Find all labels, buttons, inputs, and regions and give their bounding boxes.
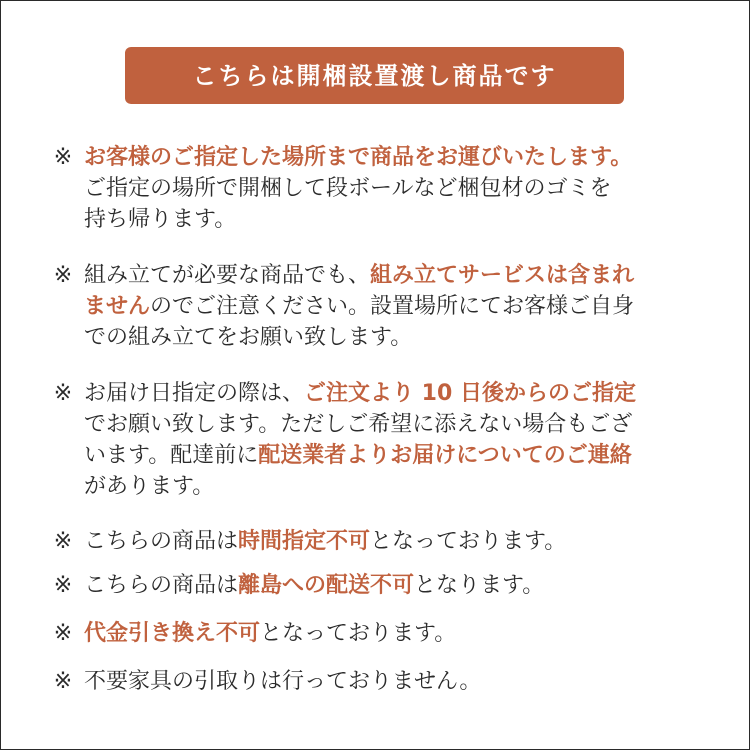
banner-title: こちらは開梱設置渡し商品です	[192, 61, 557, 90]
note-line	[84, 618, 706, 649]
note-text: 持ち帰ります。	[84, 207, 237, 232]
note-line	[84, 378, 706, 409]
note-text: こちらの商品は	[84, 573, 239, 598]
note-body	[84, 666, 706, 697]
note-mark: ※	[53, 669, 73, 694]
note-line	[84, 666, 706, 697]
note-mark: ※	[53, 145, 73, 170]
note-line	[84, 291, 706, 322]
note-text: でお願い致します。ただしご希望に添えない場合もござ	[84, 412, 633, 437]
note-line	[84, 260, 706, 291]
note-line	[84, 409, 706, 440]
note-text: 不要家具の引取りは行っておりません。	[84, 669, 482, 694]
note-text: となります。	[414, 573, 545, 598]
note-mark: ※	[53, 529, 73, 554]
note-line	[84, 440, 706, 471]
note-body	[84, 260, 706, 353]
note-mark: ※	[53, 573, 73, 598]
highlight-text: ご注文より 10 日後からのご指定	[304, 381, 636, 406]
note-text: 組み立てが必要な商品でも、	[84, 263, 371, 288]
highlight-text: 配送業者よりお届けについてのご連絡	[258, 443, 632, 468]
title-banner	[125, 47, 624, 104]
note-body	[84, 378, 706, 502]
note-line	[84, 204, 706, 235]
note-line	[84, 322, 706, 353]
highlight-text: お客様のご指定した場所まで商品をお運びいたします。	[84, 145, 633, 170]
note-mark: ※	[53, 263, 73, 288]
note-text: います。配達前に	[84, 443, 259, 468]
note-text: があります。	[84, 474, 215, 499]
note-text: での組み立てをお願い致します。	[84, 325, 413, 350]
note-line	[84, 471, 706, 502]
note-text: お届け日指定の際は、	[84, 381, 305, 406]
note-line	[84, 570, 706, 601]
note-mark: ※	[53, 381, 73, 406]
highlight-text: 時間指定不可	[238, 529, 371, 554]
highlight-text: 代金引き換え不可	[84, 621, 261, 646]
note-body	[84, 570, 706, 601]
note-body	[84, 526, 706, 557]
note-body	[84, 142, 706, 235]
note-text: のでご注意ください。設置場所にてお客様ご自身	[150, 294, 635, 319]
note-text: となっております。	[370, 529, 567, 554]
note-text: こちらの商品は	[84, 529, 239, 554]
note-line	[84, 173, 706, 204]
highlight-text: ません	[84, 294, 151, 319]
note-line	[84, 526, 706, 557]
note-line	[84, 142, 706, 173]
note-body	[84, 618, 706, 649]
note-text: ご指定の場所で開梱して段ボールなど梱包材のゴミを	[84, 176, 612, 201]
highlight-text: 離島への配送不可	[238, 573, 415, 598]
highlight-text: 組み立てサービスは含まれ	[370, 263, 635, 288]
note-mark: ※	[53, 621, 73, 646]
note-text: となっております。	[260, 621, 457, 646]
